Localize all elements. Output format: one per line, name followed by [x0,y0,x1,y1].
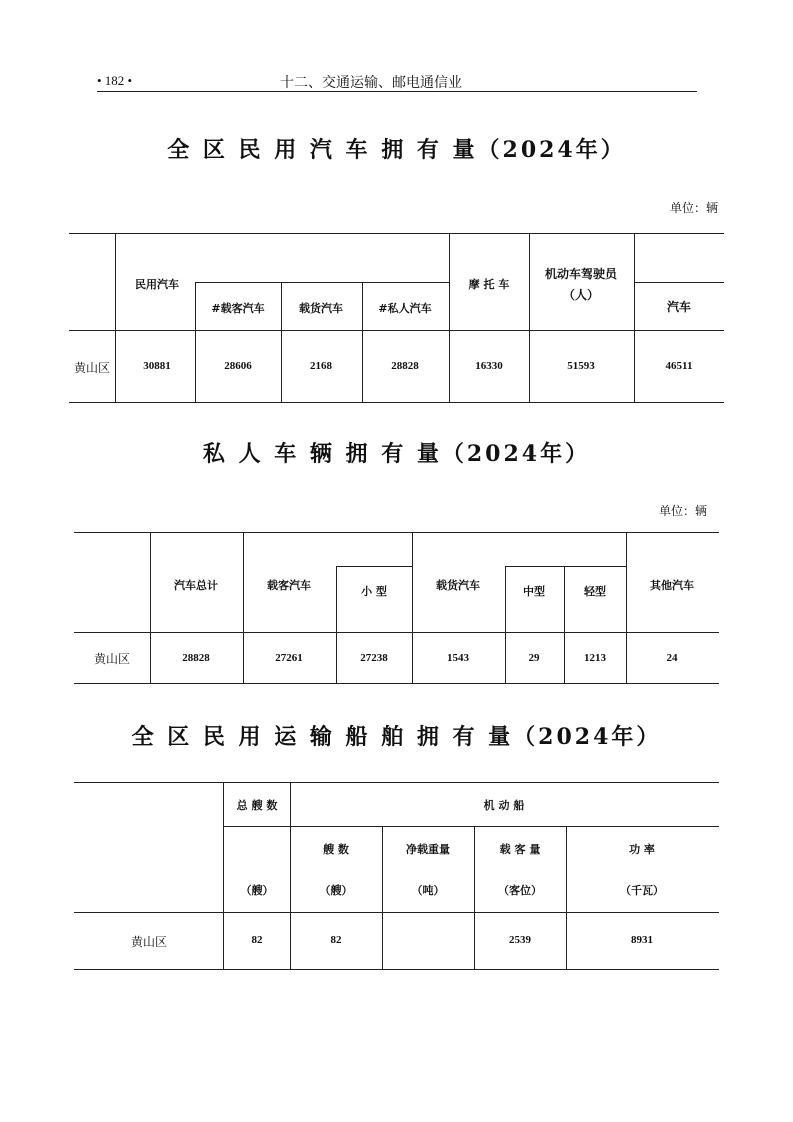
table1-col-divider [115,234,116,402]
value-passenger-cars: 27261 [275,652,303,664]
table2-col-divider [150,533,151,683]
table3-col-divider [223,783,224,969]
value-passenger-capacity: 2539 [509,934,531,946]
table3-col-divider [290,783,291,969]
table2-row-region: 黄山区 [93,652,131,666]
header-motor-ships: 机 动 船 [483,799,525,812]
value-private-cars: 28828 [391,360,419,372]
table1-subcol-divider [281,282,282,402]
table3-header-rule [223,826,719,827]
table2-unit: 单位：辆 [659,504,708,518]
header-drivers-unit: （人） [562,288,600,302]
table1-col-divider [529,234,530,402]
header-civil-cars: 民用汽车 [135,278,179,291]
table1-col-divider [449,234,450,402]
header-light: 轻型 [584,585,606,598]
table2-header-rule [336,566,412,567]
table3-subcol-divider [382,826,383,969]
value-power: 8931 [631,934,653,946]
table2-col-divider [243,533,244,683]
table2-body-rule [74,632,719,633]
page-number: • 182 • [97,73,133,88]
table3-title: 全 区 民 用 运 输 船 舶 拥 有 量（2024年） [131,724,662,750]
header-passenger-capacity: 载 客 量 [499,843,541,856]
unit-ships-total: （艘） [240,884,274,897]
value-drivers: 51593 [567,360,595,372]
value-total-ships: 82 [251,934,263,946]
value-civil-cars: 30881 [143,360,171,372]
table2-col-divider [626,533,627,683]
unit-power: （千瓦） [620,884,664,897]
header-motorcycle: 摩 托 车 [468,278,510,291]
value-ships: 82 [330,934,342,946]
value-total-cars: 28828 [182,652,210,664]
header-cargo-cars: 载货汽车 [299,302,343,315]
table1-col-divider [634,234,635,402]
value-other-cars: 24 [666,652,678,664]
header-net-tonnage: 净载重量 [406,843,450,856]
value-cargo-cars: 1543 [447,652,469,664]
table2-header-rule [505,566,626,567]
value-small: 27238 [360,652,388,664]
value-passenger-cars: 28606 [224,360,252,372]
table1-header-rule [195,282,449,283]
table3-row-region: 黄山区 [130,935,168,949]
value-motorcycle: 16330 [475,360,503,372]
header-total-cars: 汽车总计 [174,579,218,592]
table1-unit: 单位：辆 [670,201,719,215]
table3-subcol-divider [566,826,567,969]
value-cargo-cars: 2168 [310,360,332,372]
header-passenger-cars: #载客汽车 [211,302,265,315]
table2-subcol-divider [564,566,565,683]
header-ships: 艘 数 [323,843,349,856]
value-medium: 29 [528,652,540,664]
table1-subcol-divider [362,282,363,402]
header-drivers: 机动车驾驶员 [544,267,618,281]
value-car: 46511 [665,360,693,372]
table2-subcol-divider [336,566,337,683]
table3-body-rule [74,912,719,913]
header-small: 小 型 [361,585,387,598]
table2-col-divider [412,533,413,683]
section-title: 十二、交通运输、邮电通信业 [280,75,462,91]
table3-ships [74,782,719,970]
table1-header-rule [634,282,724,283]
header-private-cars: #私人汽车 [378,302,432,315]
table1-body-rule [69,330,724,331]
header-total-ships: 总 艘 数 [236,799,278,812]
value-light: 1213 [584,652,606,664]
header-divider [97,91,697,92]
header-cargo-cars: 载货汽车 [436,579,480,592]
table1-title: 全 区 民 用 汽 车 拥 有 量（2024年） [167,137,626,163]
table3-subcol-divider [474,826,475,969]
table1-civil-vehicles [69,233,724,403]
table1-subcol-divider [195,282,196,402]
table2-subcol-divider [505,566,506,683]
header-other-cars: 其他汽车 [650,579,694,592]
unit-ships: （艘） [319,884,353,897]
header-car: 汽车 [666,300,692,314]
unit-tonnage: （吨） [411,884,445,897]
table1-row-region: 黄山区 [73,361,111,375]
header-power: 功 率 [629,843,655,856]
header-passenger-cars: 载客汽车 [267,579,311,592]
table2-title: 私 人 车 辆 拥 有 量（2024年） [202,441,591,467]
unit-passengers: （客位） [498,884,542,897]
table2-private-vehicles [74,532,719,684]
header-medium: 中型 [523,585,545,598]
